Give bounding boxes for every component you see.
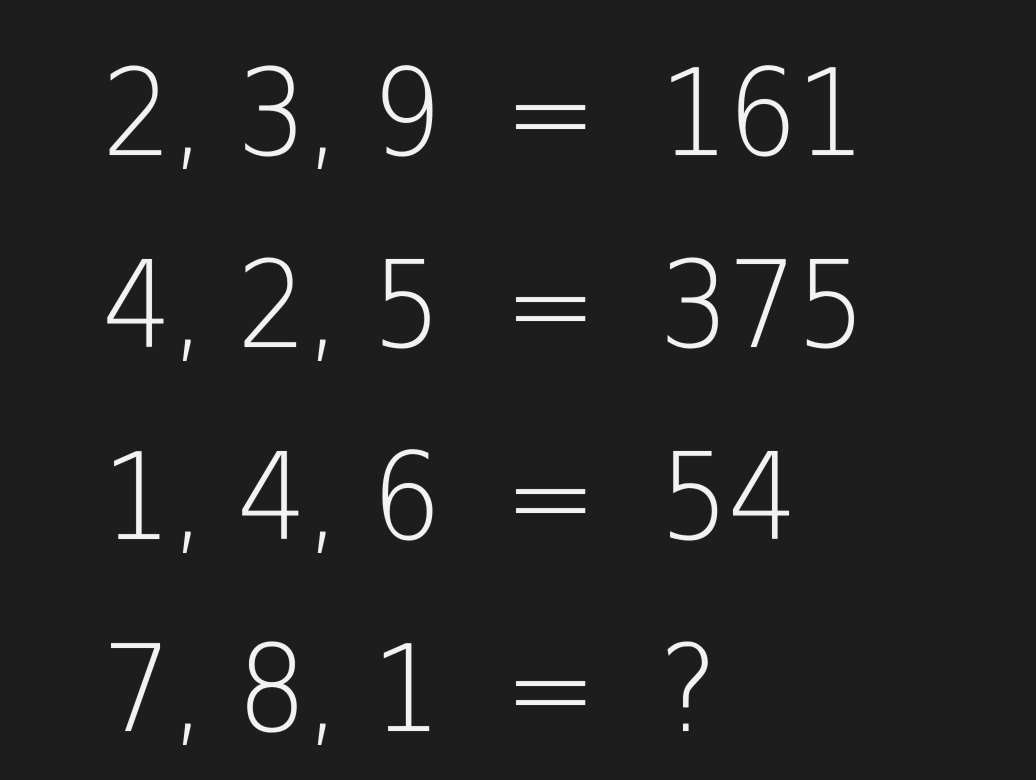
number-puzzle xyxy=(102,40,1002,760)
equals-sign: = xyxy=(504,45,596,184)
equation-inputs: 1, 4, 6 xyxy=(102,429,441,568)
equation-row-2 xyxy=(102,232,864,382)
equals-sign: = xyxy=(504,621,596,760)
equation-row-4 xyxy=(102,616,716,766)
equation-result: 375 xyxy=(659,237,865,376)
equation-result: 54 xyxy=(659,429,797,568)
equals-sign: = xyxy=(504,429,596,568)
equation-inputs: 7, 8, 1 xyxy=(102,621,441,760)
equation-inputs: 4, 2, 5 xyxy=(102,237,441,376)
equation-result: 161 xyxy=(659,45,865,184)
equation-result-unknown: ? xyxy=(659,621,716,760)
equals-sign: = xyxy=(504,237,596,376)
equation-row-1 xyxy=(102,40,864,190)
equation-row-3 xyxy=(102,424,796,574)
equation-inputs: 2, 3, 9 xyxy=(102,45,441,184)
